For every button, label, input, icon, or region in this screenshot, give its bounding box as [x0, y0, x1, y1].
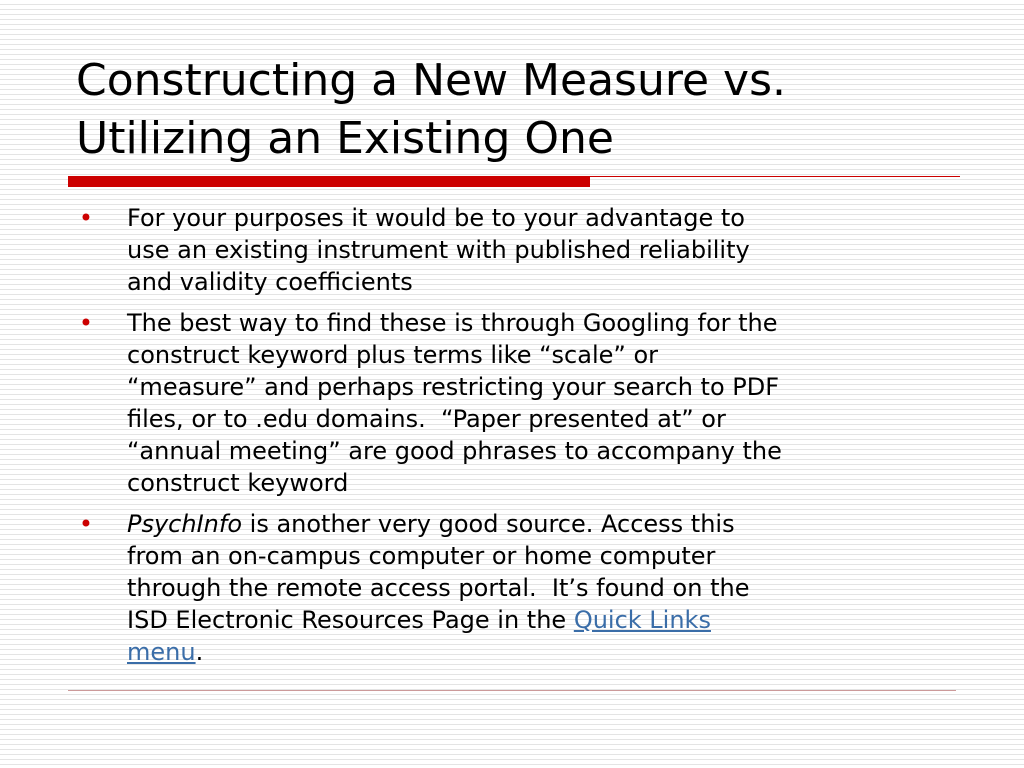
title-underline-thin: [590, 176, 960, 177]
bullet-3-line-1-rest: is another very good source. Access this: [242, 510, 735, 538]
bullet-2-line-3: “measure” and perhaps restricting your search to PDF: [127, 373, 780, 401]
bullet-item-3: [76, 508, 956, 668]
bullet-3-line-4: [127, 604, 956, 636]
bullet-marker: •: [78, 204, 94, 232]
title-line-2: Utilizing an Existing One: [76, 113, 614, 164]
bullet-3-line-3: through the remote access portal. It’s found on the: [127, 574, 750, 602]
bullet-marker: •: [78, 309, 94, 337]
footer-divider: [68, 690, 956, 691]
bullet-2-line-2: construct keyword plus terms like “scale” or: [127, 341, 658, 369]
bullet-2-line-1: The best way to find these is through Googling for the: [127, 309, 778, 337]
bullet-1-line-1: For your purposes it would be to your advantage to: [127, 204, 745, 232]
quick-links-menu-link-part-2[interactable]: menu: [127, 638, 196, 666]
bullet-2-line-4: files, or to .edu domains. “Paper presented at” or: [127, 405, 726, 433]
bullet-1-line-2: use an existing instrument with published reliability: [127, 236, 750, 264]
title-line-1: Constructing a New Measure vs.: [76, 55, 786, 106]
slide-title: [76, 52, 976, 168]
bullet-2-line-5: “annual meeting” are good phrases to accompany the: [127, 437, 782, 465]
bullet-1-line-3: and validity coefficients: [127, 268, 413, 296]
bullet-marker: •: [78, 510, 94, 538]
bullet-3-line-1: [127, 508, 956, 540]
bullet-list: [76, 202, 956, 677]
bullet-item-2: [76, 307, 956, 499]
psychinfo-emphasis: PsychInfo: [127, 510, 243, 538]
bullet-3-line-5: [127, 636, 956, 668]
title-underline-thick: [68, 176, 590, 187]
quick-links-menu-link-part-1[interactable]: Quick Links: [573, 606, 711, 634]
bullet-item-1: [76, 202, 956, 298]
bullet-3-period: .: [195, 638, 204, 666]
bullet-2-line-6: construct keyword: [127, 469, 349, 497]
bullet-3-line-2: from an on-campus computer or home computer: [127, 542, 716, 570]
bullet-3-line-4-text: ISD Electronic Resources Page in the: [127, 606, 574, 634]
